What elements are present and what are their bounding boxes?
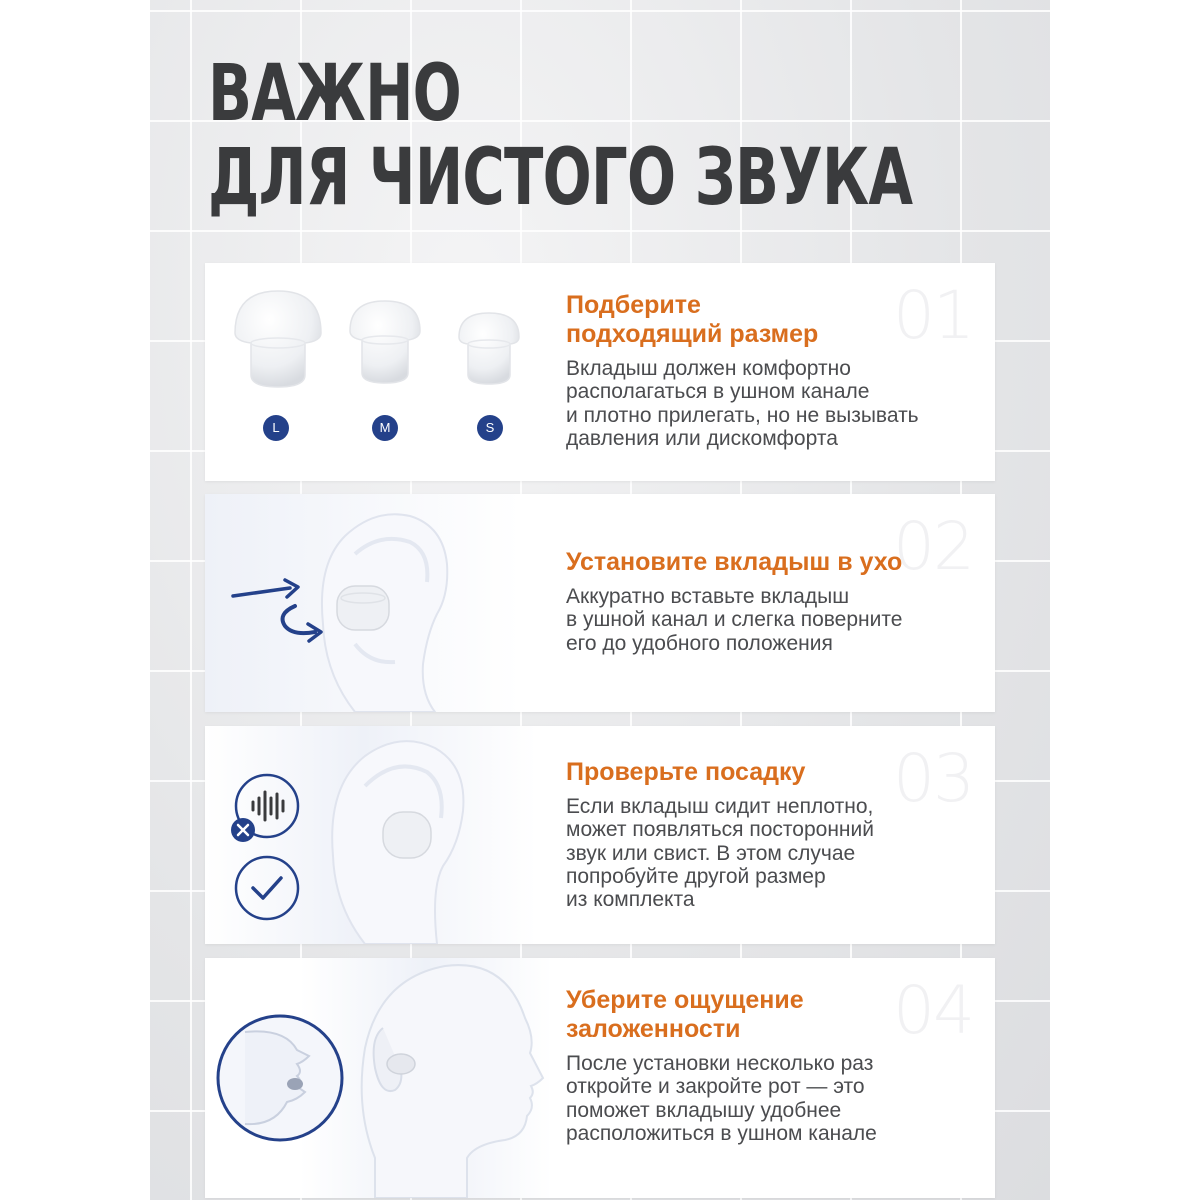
step-card-1 — [205, 263, 995, 481]
heading-line: подходящий размер — [566, 320, 819, 348]
eartip-sizes-illustration — [205, 263, 545, 481]
cross-icon — [231, 818, 255, 842]
description-line: Вкладыш должен комфортно — [566, 357, 851, 380]
title-line-1: ВАЖНО — [208, 49, 461, 139]
size-badge-s: S — [477, 415, 503, 441]
size-badge-m: M — [372, 415, 398, 441]
step-heading — [566, 548, 902, 577]
title-line-2: ДЛЯ ЧИСТОГО ЗВУКА — [208, 133, 913, 223]
description-line: может появляться посторонний — [566, 818, 874, 842]
eartip-medium-icon — [350, 301, 420, 383]
step-text — [566, 291, 919, 450]
description-line: После установки несколько раз — [566, 1052, 874, 1075]
description-line: откройте и закройте рот — это — [566, 1075, 865, 1099]
step-number: 04 — [893, 972, 973, 1049]
heading-line: Установите вкладыш в ухо — [566, 548, 903, 576]
ear-insert-illustration — [205, 494, 555, 712]
step-number: 03 — [893, 740, 973, 817]
step-number: 02 — [893, 508, 973, 585]
step-description — [566, 1052, 877, 1145]
step-text — [566, 548, 902, 655]
step-description — [566, 585, 902, 655]
step-description — [566, 357, 919, 450]
step-text — [566, 986, 877, 1145]
description-line: Аккуратно вставьте вкладыш — [566, 585, 850, 608]
fit-check-illustration — [205, 726, 555, 944]
description-line: расположиться в ушном канале — [566, 1121, 877, 1145]
description-line: Если вкладыш сидит неплотно, — [566, 795, 874, 818]
rotate-arrow-icon — [283, 606, 321, 641]
step-card-2 — [205, 494, 995, 712]
heading-line: Уберите ощущение — [566, 986, 804, 1014]
description-line: звук или свист. В этом случае — [566, 841, 856, 865]
description-line: из комплекта — [566, 888, 695, 912]
insert-arrow-icon — [233, 580, 298, 597]
description-line: его до удобного положения — [566, 631, 833, 655]
description-line: давления или дискомфорта — [566, 426, 838, 450]
eartip-in-ear-icon — [383, 812, 431, 858]
step-heading — [566, 986, 877, 1044]
jaw-movement-illustration — [205, 958, 555, 1198]
eartip-large-icon — [235, 291, 321, 387]
step-heading — [566, 291, 919, 349]
heading-line: заложенности — [566, 1015, 741, 1043]
description-line: располагаться в ушном канале — [566, 380, 870, 404]
check-icon — [236, 857, 298, 919]
step-heading — [566, 758, 874, 787]
step-card-4 — [205, 958, 995, 1198]
eartip-small-icon — [459, 313, 519, 384]
step-description — [566, 795, 874, 911]
heading-line: Проверьте посадку — [566, 758, 806, 786]
eartip-in-ear-icon — [337, 586, 389, 630]
heading-line: Подберите — [566, 291, 701, 319]
description-line: и плотно прилегать, но не вызывать — [566, 403, 919, 427]
step-number: 01 — [893, 277, 973, 354]
step-card-3 — [205, 726, 995, 944]
description-line: в ушной канал и слегка поверните — [566, 608, 903, 632]
page-title — [208, 49, 913, 223]
description-line: попробуйте другой размер — [566, 864, 826, 888]
open-mouth-icon — [218, 1016, 342, 1140]
step-text — [566, 758, 874, 911]
description-line: поможет вкладышу удобнее — [566, 1098, 842, 1122]
size-badge-l: L — [263, 415, 289, 441]
